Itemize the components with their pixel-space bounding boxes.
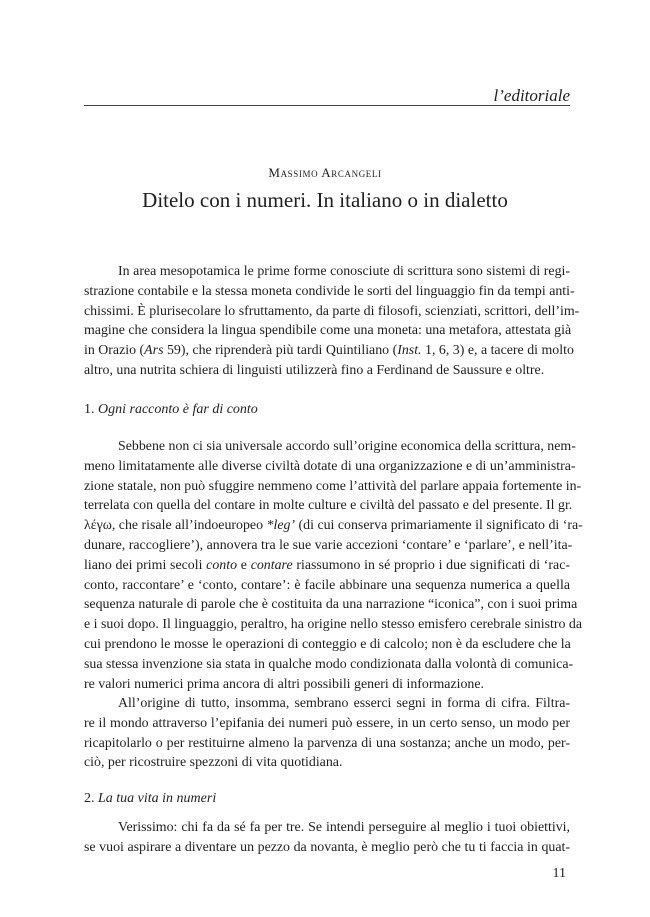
section-heading-1 — [84, 402, 258, 418]
text-line: sua stessa invenzione sia stata in qualche modo condizionata dalla volontà di comunica- — [84, 656, 574, 672]
section-title: La tua vita in numeri — [98, 791, 217, 806]
section-1-paragraph-1 — [84, 437, 583, 694]
text-line: Sebbene non ci sia universale accordo sull’origine economica della scrittura, nem- — [118, 439, 576, 454]
text-line: meno limitatamente alle diverse civiltà dotate di una organizzazione e di un’amministra- — [84, 458, 576, 474]
text-line: ricapitolarlo o per restituirne almeno la parvenza di una sostanza; anche un modo, per- — [84, 735, 570, 751]
text-line: e i suoi dopo. Il linguaggio, peraltro, ha origine nello stesso emisfero cerebrale sinistro da — [84, 617, 583, 633]
section-heading-2 — [84, 791, 216, 807]
section-number: 1. — [84, 402, 95, 417]
text-line: terrelata con quella del contare in molte culture e civiltà del passato e del presente. Il gr. — [84, 498, 573, 514]
text-line: liano dei primi secoli conto e contare riassumono in sé proprio i due significati di ‘rac- — [84, 557, 570, 573]
text-line: re il mondo attraverso l’epifania dei numeri può essere, in un certo senso, un modo per — [84, 715, 570, 731]
running-head: l’editoriale — [493, 86, 570, 105]
text-line: re valori numerici prima ancora di altri possibili generi di informazione. — [84, 676, 484, 692]
text-line: cui prendono le mosse le operazioni di conteggio e di calcolo; non è da escludere che la — [84, 636, 571, 652]
text-line: se vuoi aspirare a diventare un pezzo da novanta, è meglio però che tu ti faccia in quat- — [84, 839, 570, 855]
intro-paragraph — [84, 262, 580, 381]
text-line: λέγω, che risale all’indoeuropeo *leg’ (di cui conserva primariamente il significato di ‘ra- — [84, 518, 583, 534]
section-2-paragraph-visible — [84, 818, 570, 858]
text-line: Verissimo: chi fa da sé fa per tre. Se intendi perseguire al meglio i tuoi obiettivi, — [118, 820, 570, 835]
text-line: conto, raccontare’ e ‘conto, contare’: è facile abbinare una sequenza numerica a quella — [84, 577, 570, 593]
section-number: 2. — [84, 791, 95, 806]
text-line: sequenza naturale di parole che è costituita da una narrazione “iconica”, con i suoi prima — [84, 597, 578, 613]
text-line: altro, una nutrita schiera di linguisti utilizzerà fino a Ferdinand de Saussure e oltre. — [84, 362, 545, 378]
text-line: In area mesopotamica le prime forme conosciute di scrittura sono sistemi di regi- — [118, 264, 570, 279]
header-rule — [84, 105, 570, 106]
text-line: chissimi. È plurisecolare lo sfruttamento, da parte di filosofi, scienziati, scrittori, dell’im- — [84, 303, 580, 319]
article-title: Ditelo con i numeri. In italiano o in dialetto — [142, 188, 508, 212]
author-name: Massimo Arcangeli — [268, 165, 382, 180]
text-line: All’origine di tutto, insomma, sembrano esserci segni in forma di cifra. Filtra- — [118, 696, 570, 711]
text-line: dunare, raccogliere’), annovera tra le sue varie accezioni ‘contare’ e ‘parlare’, e nell’ita- — [84, 537, 573, 553]
page-number: 11 — [552, 866, 566, 881]
text-line: zione statale, non può sfuggire nemmeno come l’attività del parlare appaia fortemente in- — [84, 478, 582, 494]
section-title: Ogni racconto è far di conto — [98, 402, 258, 417]
section-1-paragraph-2 — [84, 694, 570, 773]
text-line: magine che considera la lingua spendibile come una moneta: una metafora, attestata già — [84, 323, 572, 339]
text-line: in Orazio (Ars 59), che riprenderà più tardi Quintiliano (Inst. 1, 6, 3) e, a tacere di molto — [84, 343, 574, 359]
text-line: strazione contabile e la stessa moneta condivide le sorti del linguaggio fin da tempi anti- — [84, 283, 575, 299]
text-line: ciò, per ricostruire spezzoni di vita quotidiana. — [84, 755, 343, 771]
